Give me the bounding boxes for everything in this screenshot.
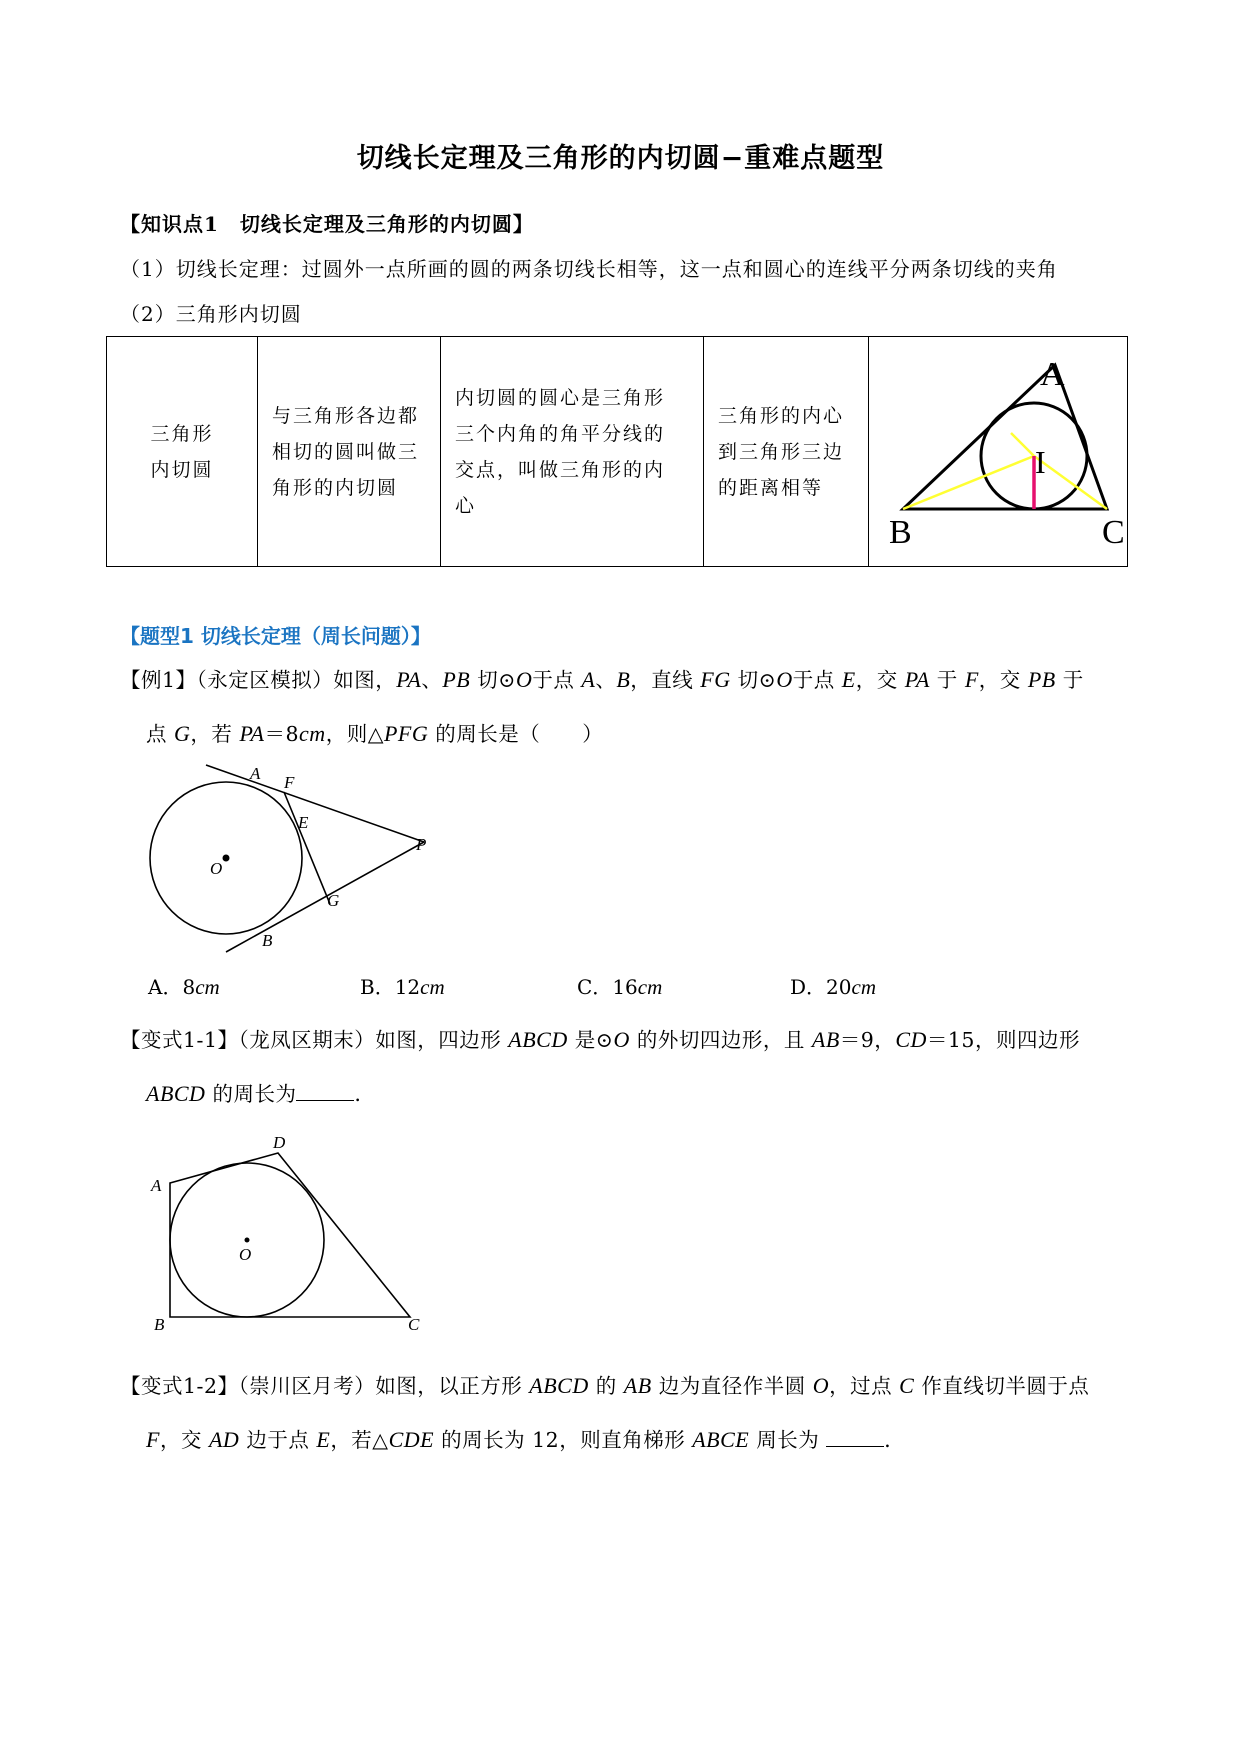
cell-line: 相切的圆叫做三 [272, 440, 420, 463]
text-run: ＝15，则四边形 [926, 1028, 1080, 1052]
label-i: I [1035, 444, 1046, 480]
var: PFG [383, 721, 429, 746]
section-heading: 【题型1 切线长定理（周长问题）】 [120, 624, 431, 648]
var: C [899, 1373, 915, 1398]
text-run: ，若△ [330, 1428, 389, 1452]
var: PB [442, 667, 471, 692]
option-value: 16 [612, 975, 638, 999]
variant-tag: 【变式1-1】 [120, 1028, 239, 1052]
text-run: ，若 [190, 722, 240, 746]
var: PA [396, 667, 422, 692]
label-f: F [284, 773, 295, 792]
var: O [776, 667, 793, 692]
knowledge-point-heading: 【知识点1 切线长定理及三角形的内切圆】 [120, 212, 534, 236]
text-run: 于点 [792, 668, 842, 692]
option-unit: cm [637, 975, 663, 999]
var: PA [904, 667, 930, 692]
var: ABCE [692, 1427, 750, 1452]
answer-blank[interactable] [826, 1423, 884, 1447]
text-run: ，过点 [829, 1374, 900, 1398]
label-b: B [889, 514, 912, 551]
text-run: ． [354, 1082, 376, 1106]
tangent-fg [284, 792, 330, 904]
option-letter: D． [790, 975, 827, 999]
text-run: 的外切四边形，且 [629, 1028, 812, 1052]
knowledge-item-1: （1）切线长定理：过圆外一点所画的圆的两条切线长相等，这一点和圆心的连线平分两条切线的夹角 [120, 257, 1058, 281]
cell-line: 内切圆 [150, 458, 214, 481]
text-run: 、 [421, 668, 443, 692]
var: CDE [388, 1427, 435, 1452]
text-run: 边为直径作半圆 [651, 1374, 813, 1398]
text-run: ，交 [855, 668, 905, 692]
text-run: 、 [595, 668, 617, 692]
text-run: 周长为 [749, 1428, 827, 1452]
text-run: ． [884, 1428, 906, 1452]
tangent-pb [226, 842, 424, 952]
tangent-figure-1 [138, 750, 448, 960]
table-cell-term [107, 337, 258, 567]
option-a[interactable] [148, 971, 220, 1000]
text-run: ，直线 [630, 668, 701, 692]
text-run: 切⊙ [730, 668, 777, 692]
option-letter: A． [148, 975, 183, 999]
text-run: 边于点 [239, 1428, 317, 1452]
var: E [841, 667, 856, 692]
text-run: 于 [929, 668, 965, 692]
cell-line: 内切圆的圆心是三角形 [455, 386, 666, 409]
var: CD [895, 1027, 927, 1052]
cell-line: 心 [455, 494, 477, 517]
var: cm [299, 721, 326, 746]
text-run: 的周长为 [205, 1082, 297, 1106]
var: PB [1027, 667, 1056, 692]
label-b: B [154, 1315, 165, 1334]
text-run: ＝8 [264, 722, 300, 746]
label-p: P [416, 835, 427, 854]
cell-line: 的距离相等 [718, 476, 824, 499]
cell-line: 与三角形各边都 [272, 404, 420, 427]
text-run: 切⊙ [470, 668, 516, 692]
text-run: ，则△ [325, 722, 384, 746]
option-unit: cm [851, 975, 876, 999]
label-a: A [151, 1176, 162, 1195]
text-run: （崇川区月考）如图，以正方形 [238, 1374, 530, 1398]
center-o [223, 855, 230, 862]
text-run: 的周长是（ ） [428, 722, 604, 746]
knowledge-item-2: （2）三角形内切圆 [120, 302, 302, 326]
variant-1-1-text [120, 1013, 1125, 1121]
label-o: O [210, 859, 223, 878]
text-run: ，交 [159, 1428, 209, 1452]
var: B [616, 667, 631, 692]
table-cell-property [704, 337, 869, 567]
bisector-a [1011, 433, 1034, 456]
option-unit: cm [195, 975, 220, 999]
label-b: B [262, 931, 273, 950]
label-c: C [408, 1315, 420, 1334]
option-b[interactable] [360, 971, 445, 1000]
text-run: 于 [1055, 668, 1084, 692]
text-run: 的周长为 12，则直角梯形 [434, 1428, 693, 1452]
answer-blank[interactable] [296, 1077, 354, 1101]
option-unit: cm [420, 975, 445, 999]
label-e: E [298, 813, 309, 832]
page-title: 切线长定理及三角形的内切圆−重难点题型 [356, 143, 885, 174]
text-run: ，交 [978, 668, 1028, 692]
label-d: D [273, 1133, 286, 1152]
var: ABCD [146, 1081, 206, 1106]
text-run: 于点 [532, 668, 582, 692]
var: AD [208, 1427, 240, 1452]
var: A [581, 667, 596, 692]
option-letter: C． [577, 975, 613, 999]
var: O [515, 667, 533, 692]
variant-1-2-text [120, 1359, 1125, 1467]
text-run: （永定区模拟）如图， [196, 668, 397, 692]
label-g: G [327, 891, 340, 910]
option-d[interactable] [790, 971, 876, 1000]
var: O [812, 1373, 830, 1398]
tangent-quadrilateral-figure [148, 1123, 438, 1335]
text-run: ＝9， [839, 1028, 896, 1052]
center-o [245, 1238, 250, 1243]
var: F [964, 667, 979, 692]
incircle-triangle-figure [875, 337, 1130, 566]
cell-line: 角形的内切圆 [272, 476, 399, 499]
var: ABCD [508, 1027, 568, 1052]
cell-line: 交点，叫做三角形的内 [455, 458, 666, 481]
var: PA [239, 721, 265, 746]
bisector-b [903, 456, 1034, 509]
option-value: 12 [394, 975, 421, 999]
label-c: C [1102, 514, 1125, 551]
var: F [146, 1427, 160, 1452]
option-value: 8 [182, 975, 196, 999]
var: G [174, 721, 191, 746]
var: FG [700, 667, 731, 692]
cell-line: 三角形 [150, 422, 214, 445]
var: AB [623, 1373, 652, 1398]
var: AB [811, 1027, 840, 1052]
cell-line: 三个内角的角平分线的 [455, 422, 666, 445]
text-run: 作直线切半圆于点 [914, 1374, 1090, 1398]
option-value: 20 [826, 975, 852, 999]
text-run: （龙凤区期末）如图，四边形 [238, 1028, 509, 1052]
table-cell-definition [258, 337, 441, 567]
text-run: 点 [146, 722, 175, 746]
var: E [316, 1427, 331, 1452]
label-a: A [1040, 356, 1065, 393]
table-cell-incenter [441, 337, 704, 567]
text-run: 是⊙ [567, 1028, 614, 1052]
text-run: 的 [588, 1374, 624, 1398]
cell-line: 三角形的内心 [718, 404, 845, 427]
example-1-text [120, 653, 1125, 761]
cell-line: 到三角形三边 [718, 440, 845, 463]
var: ABCD [529, 1373, 589, 1398]
label-o: O [239, 1245, 252, 1264]
label-a: A [250, 764, 261, 783]
var: O [613, 1027, 630, 1052]
variant-tag: 【变式1-2】 [120, 1374, 239, 1398]
option-c[interactable] [577, 971, 662, 1000]
quadrilateral-abcd [170, 1153, 410, 1317]
tangent-pa [206, 765, 424, 842]
example-tag: 【例1】 [120, 668, 197, 692]
option-letter: B． [360, 975, 395, 999]
